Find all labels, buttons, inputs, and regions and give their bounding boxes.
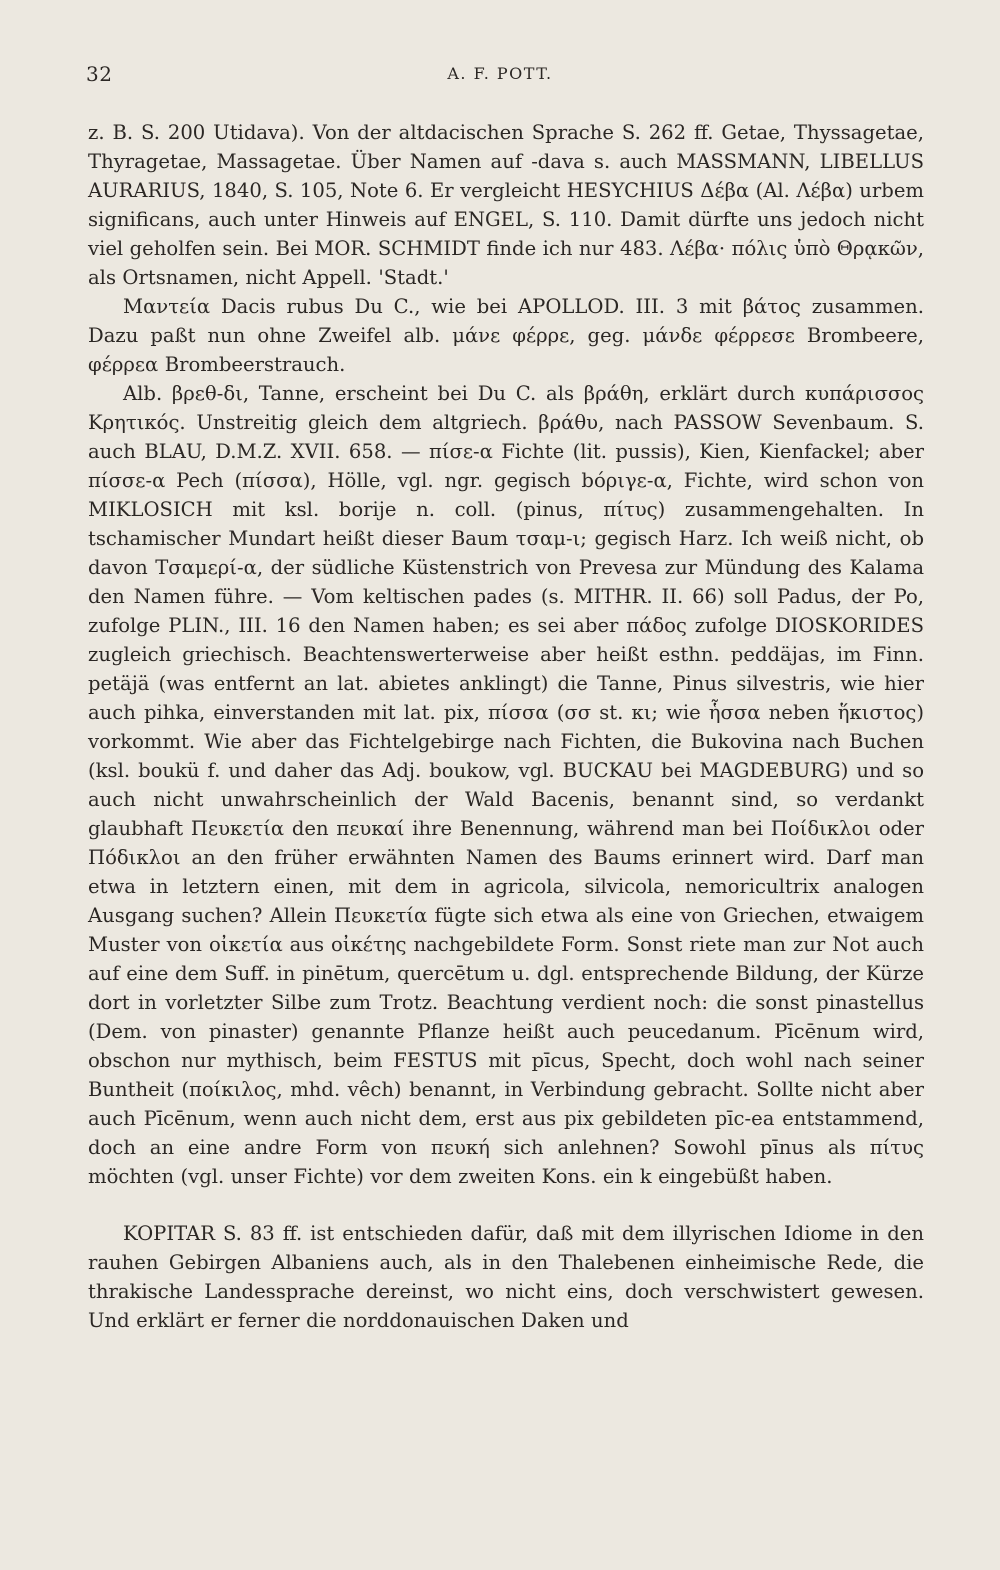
page-header [86, 62, 914, 92]
page-number: 32 [86, 62, 113, 86]
running-head: A. F. POTT. [447, 64, 553, 83]
continued-paragraph: z. B. S. 200 Utidava). Von der altdacischen Sprache S. 262 ff. Getae, Thyssagetae, Thyragetae, Massagetae. Über Namen auf -dava s. auch MASSMANN, LIBELLUS AURARIUS, 1840, S. 105, Note 6. Er vergleicht HESYCHIUS Δέβα (Al. Λέβα) urbem significans, auch unter Hinweis auf ENGEL, S. 110. Damit dürfte uns jedoch nicht viel geholfen sein. Bei MOR. SCHMIDT finde ich nur 483. Λέβα· πόλις ὑπὸ Θρᾳκῶν, als Ortsnamen, nicht Appell. 'Stadt.' [88, 121, 924, 289]
main-text [88, 118, 924, 1335]
paragraph-mantia: Μαντεία Dacis rubus Du C., wie bei APOLLOD. III. 3 mit βάτος zusammen. Dazu paßt nun ohne Zweifel alb. μάνε φέρρε, geg. μάνδε φέρρεσε Brombeere, φέρρεα Brombeerstrauch. [88, 295, 924, 376]
paragraph-kopitar: KOPITAR S. 83 ff. ist entschieden dafür, daß mit dem illyrischen Idiome in den rauhen Gebirgen Albaniens auch, als in den Thalebenen einheimische Rede, die thrakische Landessprache dereinst, wo nicht eins, doch verschwistert gewesen. Und erklärt er ferner die norddonauischen Daken und [88, 1222, 924, 1332]
paragraph-alb-bretho: Alb. βρεθ-δι, Tanne, erscheint bei Du C. als βράθη, erklärt durch κυπάρισσος Κρητικός. Unstreitig gleich dem altgriech. βράθυ, nach PASSOW Sevenbaum. S. auch BLAU, D.M.Z. XVII. 658. — πίσε-α Fichte (lit. pussis), Kien, Kienfackel; aber πίσσε-α Pech (πίσσα), Hölle, vgl. ngr. gegisch bόριγε-α, Fichte, wird schon von MIKLOSICH mit ksl. borije n. coll. (pinus, πίτυς) zusammengehalten. In tschamischer Mundart heißt dieser Baum τσαμ-ι; gegisch Harz. Ich weiß nicht, ob davon Τσαμερί-α, der südliche Küstenstrich von Prevesa zur Mündung des Kalama den Namen führe. — Vom keltischen pades (s. MITHR. II. 66) soll Padus, der Po, zufolge PLIN., III. 16 den Namen haben; es sei aber πάδος zufolge DIOSKORIDES zugleich griechisch. Beachtenswerterweise aber heißt esthn. peddäjas, im Finn. petäjä (was entfernt an lat. abietes anklingt) die Tanne, Pinus silvestris, wie hier auch pihka, einverstanden mit lat. pix, πίσσα (σσ st. κι; wie ἧσσα neben ἥκιστος) vorkommt. Wie aber das Fichtelgebirge nach Fichten, die Bukovina nach Buchen (ksl. boukü f. und daher das Adj. boukow, vgl. BUCKAU bei MAGDEBURG) und so auch nicht unwahrscheinlich der Wald Bacenis, benannt sind, so verdankt glaubhaft Πευκετία den πευκαί ihre Benennung, während man bei Ποίδικλοι oder Πόδικλοι an den früher erwähnten Namen des Baums erinnert wird. Darf man etwa in letztern einen, mit dem in agricola, silvicola, nemoricultrix analogen Ausgang suchen? Allein Πευκετία fügte sich etwa als eine von Griechen, etwaigem Muster von οἰκετία aus οἰκέτης nachgebildete Form. Sonst riete man zur Not auch auf eine dem Suff. in pinētum, quercētum u. dgl. entsprechende Bildung, der Kürze dort in vorletzter Silbe zum Trotz. Beachtung verdient noch: die sonst pinastellus (Dem. von pinaster) genannte Pflanze heißt auch peucedanum. Pīcēnum wird, obschon nur mythisch, beim FESTUS mit pīcus, Specht, doch wohl nach seiner Buntheit (ποίκιλος, mhd. vêch) benannt, in Verbindung gebracht. Sollte nicht aber auch Pīcēnum, wenn auch nicht dem, erst aus pix gebildeten pīc-ea entstammend, doch an eine andre Form von πευκή sich anlehnen? Sowohl pīnus als πίτυς möchten (vgl. unser Fichte) vor dem zweiten Kons. ein k eingebüßt haben. [88, 382, 924, 1188]
